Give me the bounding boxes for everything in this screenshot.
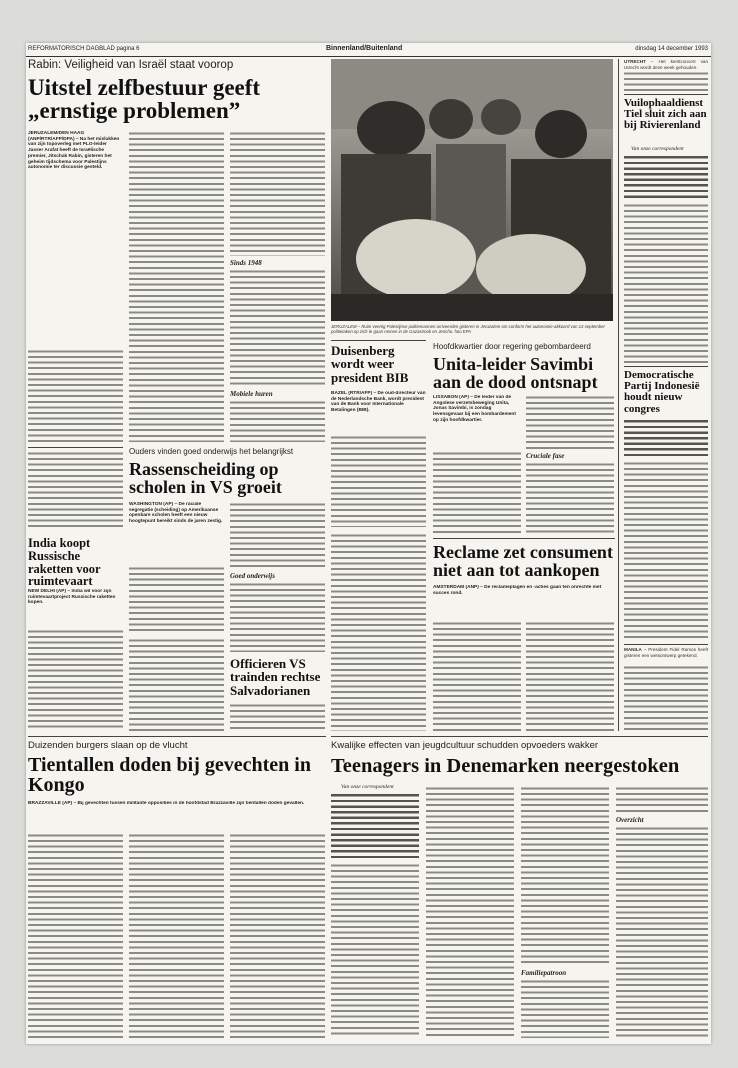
- utrecht-item: UTRECHT – Het kerstconcert van Utrecht wordt deze week gehouden.: [624, 59, 708, 70]
- reclame-lead: AMSTERDAM (ANP) – De reclameplagen en -acties gaan ten onrechte met succes rond.: [433, 585, 602, 596]
- utrecht-text: Het kerstconcert van Utrecht wordt deze week gehouden.: [624, 59, 708, 70]
- photo-caption: [331, 324, 613, 334]
- segregation-subhead: Goed onderwijs: [230, 572, 275, 580]
- reclame-rule: [433, 538, 615, 539]
- segregation-headline: Rassenscheiding op scholen in VS groeit: [129, 459, 282, 498]
- india-lead: NEW DELHI (AP) – India wil voor zijn ruimtevaartproject Russische raketten kopen.: [28, 589, 116, 606]
- jakarta-text: [624, 461, 708, 641]
- israel-col3b-text: [230, 269, 325, 387]
- denemarken-rule: [331, 736, 708, 737]
- reclame-col2-text: [526, 621, 614, 731]
- vella-item-text: [28, 451, 123, 531]
- savimbi-headline: Unita-leider Savimbi aan de dood ontsnapt: [433, 354, 598, 393]
- utrecht-label: UTRECHT: [624, 59, 646, 64]
- photo-credit: foto EPA: [454, 329, 472, 334]
- segregation-col1-text: [129, 566, 224, 632]
- header-section: Binnenland/Buitenland: [326, 45, 403, 52]
- reclame-col1-text: [433, 621, 521, 731]
- manila-rule: [624, 644, 708, 645]
- newspaper-page: [26, 43, 711, 1044]
- segregation-kicker: Ouders vinden goed onderwijs het belangrijkst: [129, 447, 294, 456]
- israel-col1-text: [28, 349, 123, 442]
- officieren-headline: Officieren VS trainden rechtse Salvadorianen: [230, 656, 321, 698]
- kongo-col1-text: [28, 833, 123, 1038]
- denemarken-col4a-text: [616, 786, 708, 814]
- denemarken-col4b-text: [616, 826, 708, 1038]
- photo-image: [331, 59, 613, 321]
- denemarken-kicker: Kwalijke effecten van jeugdcultuur schudden opvoeders wakker: [331, 740, 599, 751]
- kongo-col3-text: [230, 833, 325, 1038]
- header-date: dinsdag 14 december 1993: [635, 46, 708, 52]
- israel-headline: Uitstel zelfbestuur geeft „ernstige problemen”: [28, 75, 261, 124]
- kongo-headline: Tientallen doden bij gevechten in Kongo: [28, 754, 311, 797]
- denemarken-col3a-text: [521, 786, 609, 966]
- india-rule: [28, 447, 123, 448]
- israel-col3c-text: [230, 400, 325, 442]
- bib-text: [331, 435, 426, 527]
- denemarken-lead-lines: [331, 793, 419, 861]
- kongo-col2-text: [129, 833, 224, 1038]
- bib-headline: Duisenberg wordt weer president BIB: [331, 343, 409, 385]
- bib-lead: BAZEL (RTR/AFP) – De oud-directeur van de Nederlandsche Bank, wordt president van de Bank voor Internationale Betalingen (BIB).: [331, 391, 426, 414]
- savimbi-col1-text: [433, 451, 521, 533]
- savimbi-lead: LISSABON (AP) – De leider van de Angolese verzetsbeweging Unita, Jonas Savimbi, is zondag levensgevaar bij een bombardement op zijn hoofdkwartier.: [433, 395, 516, 423]
- jakarta-rule: [624, 366, 708, 367]
- segregation-lead: WASHINGTON (AP) – De raciale segregatie (scheiding) op Amerikaanse openbare scholen heeft een nieuw hoogtepunt bereikt sinds de jaren zestig.: [129, 502, 223, 525]
- manila-text: President Fidel Ramos heeft gisteren een wetsontwerp getekend.: [624, 647, 708, 658]
- photo-caption-text: JERUZALEM – Ruim veertig Palestijnse politiemannen arriveerden gisteren in Jeruzalem om conform het autonomie-akkoord van 13 september politietaken op zich te gaan nemen in de Gazastrook en Jericho.: [331, 324, 605, 334]
- tiel-lead-lines: [624, 155, 708, 201]
- manila-item: MANILA – President Fidel Ramos heeft gisteren een wetsontwerp getekend.: [624, 647, 708, 658]
- segregation-col2b-text: [230, 582, 325, 652]
- tiel-byline: Van onze correspondent: [631, 146, 684, 152]
- manila-item-lines: [624, 665, 708, 731]
- denemarken-col2-text: [426, 786, 514, 1038]
- tiel-headline: Vuilophaaldienst Tiel sluit zich aan bij Rivierenland: [624, 97, 707, 132]
- officieren-text: [230, 703, 325, 731]
- india-headline: India koopt Russische raketten voor ruimtevaart: [28, 536, 101, 589]
- page-header: [26, 43, 711, 57]
- segregation-col2a-text: [230, 502, 325, 570]
- manila-label: MANILA: [624, 647, 642, 652]
- israel-kicker: Rabin: Veiligheid van Israël staat voorop: [28, 59, 234, 71]
- denemarken-headline: Teenagers in Denemarken neergestoken: [331, 755, 680, 777]
- savimbi-col2a-text: [526, 395, 614, 450]
- jakarta-headline: Democratische Partij Indonesië houdt nieuw congres: [624, 369, 700, 415]
- israel-lead: JERUZALEM/DEN HAAG (ANP/RTR/AFP/DPA) – Na het mislukken van zijn topoverleg met PLO-leider Jasser Arafat heeft de Israëlische premier, Jitschak Rabin, gisteren het geheim tijdschema voor Palestijns autonomie ter discussie gesteld.: [28, 131, 120, 171]
- denemarken-byline: Van onze correspondent: [341, 784, 394, 790]
- header-left: REFORMATORISCH DAGBLAD pagina 6: [28, 46, 140, 52]
- reclame-headline: Reclame zet consument niet aan tot aankopen: [433, 542, 613, 581]
- israel-col3a-text: [230, 131, 325, 256]
- palestinian-police-photo: [331, 59, 613, 321]
- jakarta-lead-lines: [624, 419, 708, 459]
- gronigen-item-text: [129, 638, 224, 731]
- israel-subhead-2: Mobiele huren: [230, 390, 273, 398]
- israel-col2-text: [129, 131, 224, 442]
- savimbi-subhead: Cruciale fase: [526, 452, 565, 460]
- bib-rule: [331, 340, 426, 341]
- india-text: [28, 629, 123, 731]
- kongo-kicker: Duizenden burgers slaan op de vlucht: [28, 740, 188, 751]
- kongo-rule: [28, 736, 326, 737]
- sidebar-divider: [618, 59, 619, 731]
- vakbond-item-text: [331, 533, 426, 731]
- denemarken-col1-text: [331, 863, 419, 1038]
- kongo-lead: BRAZZAVILLE (AP) – Bij gevechten tussen militante opposities in de hoofdstad Brazzaville zijn tientallen doden gevallen.: [28, 801, 305, 806]
- savimbi-kicker: Hoofdkwartier door regering gebombardeerd: [433, 342, 591, 351]
- tiel-text: [624, 203, 708, 363]
- denemarken-col3b-text: [521, 979, 609, 1038]
- savimbi-col2b-text: [526, 462, 614, 533]
- tiel-rule: [624, 94, 708, 95]
- denemarken-subhead-2: Overzicht: [616, 816, 644, 824]
- israel-subhead-1: Sinds 1948: [230, 259, 262, 267]
- denemarken-subhead-1: Familiepatroon: [521, 969, 567, 977]
- utrecht-item-lines: [624, 71, 708, 91]
